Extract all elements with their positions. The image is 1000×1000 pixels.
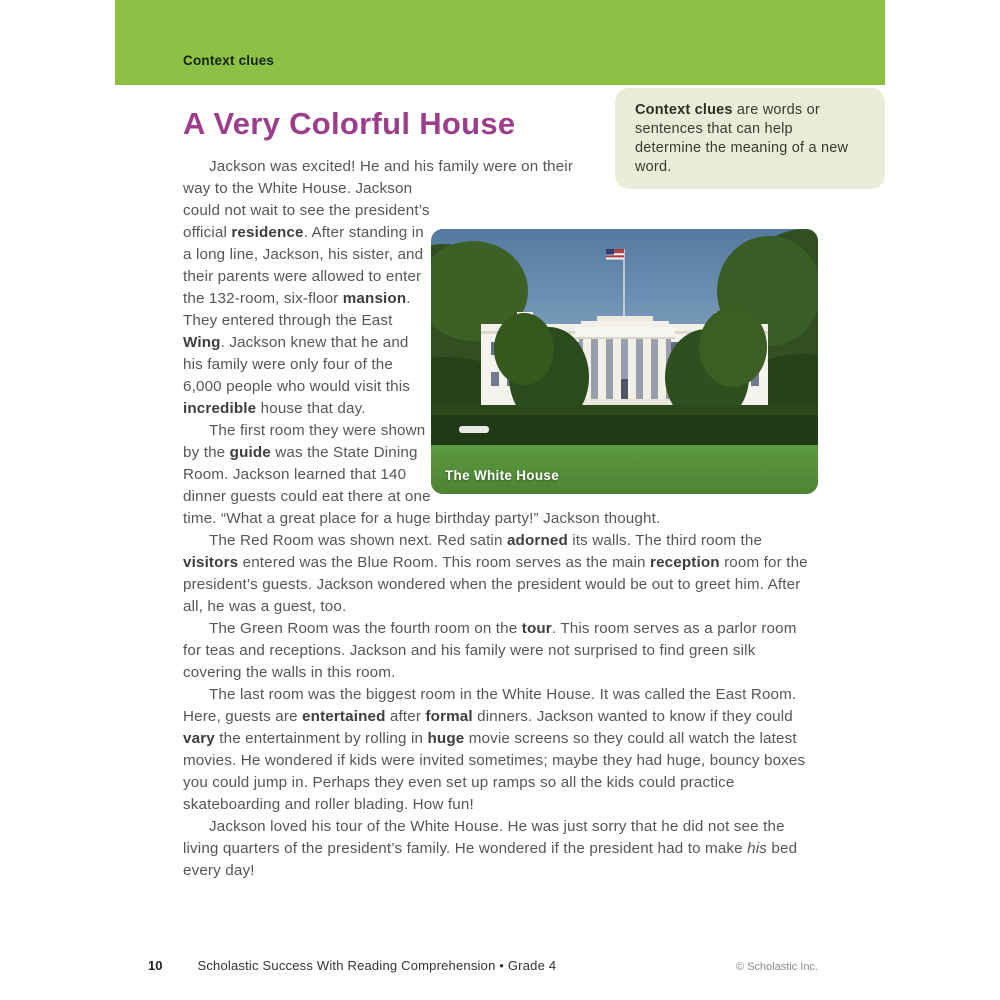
callout-bold-term: Context clues <box>635 102 733 118</box>
paragraph: The Red Room was shown next. Red satin adorned its walls. The third room the visitors entered was the Blue Room. This room serves as the main reception room for the president’s guests. Jackson wondered when the president would be out to greet him. After all, he was a guest, too. <box>183 532 808 615</box>
context-clues-callout <box>615 88 885 189</box>
paragraph: Jackson loved his tour of the White House. He was just sorry that he did not see the living quarters of the president’s family. He wondered if the president had to make his bed every day! <box>183 818 798 879</box>
page-number: 10 <box>148 958 163 973</box>
photo-caption: The White House <box>445 468 560 483</box>
paragraph: The Green Room was the fourth room on the tour. This room serves as a parlor room for teas and receptions. Jackson and his family were not surprised to find green silk covering the walls in this room. <box>183 620 797 681</box>
paragraph: The last room was the biggest room in the White House. It was called the East Room. Here, guests are entertained after formal dinners. Jackson wanted to know if they could vary the entertainment by rolling in huge movie screens so they could all watch the latest movies. He wondered if kids were invited sometimes; maybe they had huge, bouncy boxes you could jump in. Perhaps they even set up ramps so all the kids could practice skateboarding and roller blading. How fun! <box>183 686 806 813</box>
paragraph: The first room they were shown by the guide was the State Dining Room. Jackson learned that 140 dinner guests could eat there at one time. “What a great place for a huge birthday party!” Jackson thought. <box>183 422 661 527</box>
white-house-illustration <box>431 229 818 494</box>
header-bar <box>115 0 885 85</box>
page-footer <box>148 958 818 973</box>
series-title: Scholastic Success With Reading Comprehension • Grade 4 <box>197 958 557 973</box>
page-content <box>183 85 849 882</box>
paragraph: Jackson was excited! He and his family were on their way to the White House. Jackson could not wait to see the president’s official residence. After standing in a long line, Jackson, his sister, and their parents were allowed to enter the 132-room, six-floor mansion. They entered through the East Wing. Jackson knew that he and his family were only four of the 6,000 people who would visit this incredible house that day. <box>183 158 574 417</box>
page-title: A Very Colorful House <box>183 106 516 141</box>
white-house-photo <box>431 229 818 494</box>
copyright-notice: © Scholastic Inc. <box>735 961 818 973</box>
header-label: Context clues <box>183 53 275 68</box>
callout-text: are words or sentences that can help determine the meaning of a new word. <box>635 102 849 175</box>
